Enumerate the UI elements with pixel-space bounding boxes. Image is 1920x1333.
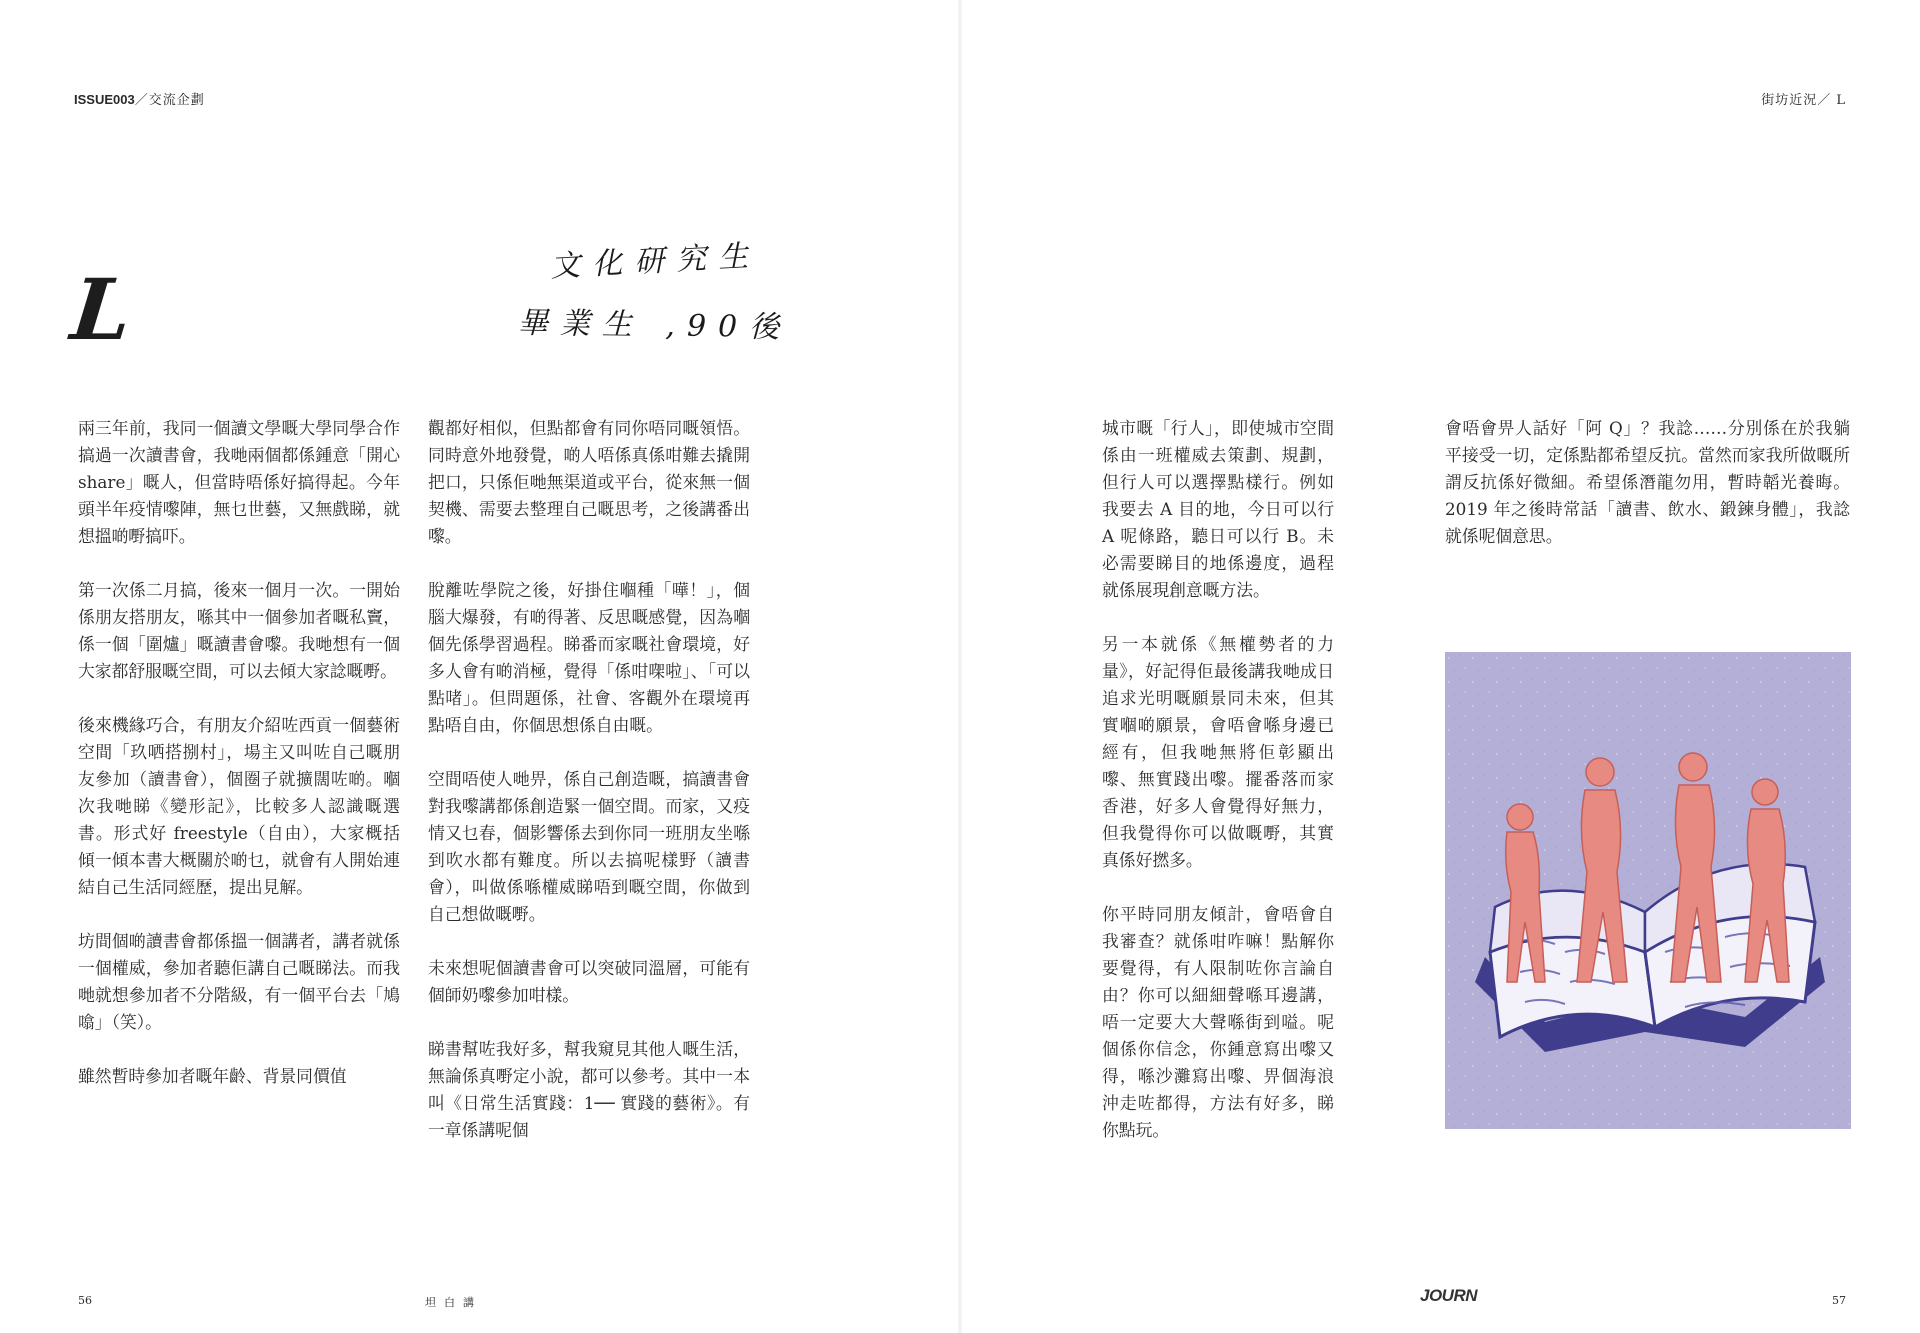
section-label: ／交流企劃 <box>134 93 205 108</box>
handwritten-line-2: 畢業生 ,90後 <box>517 305 792 346</box>
footer-section-title: 坦白講 <box>425 1296 482 1309</box>
running-head-left <box>74 89 205 108</box>
paragraph: 坊間個啲讀書會都係搵一個講者，講者就係一個權威，參加者聽佢講自己嘅睇法。而我哋就想參加者不分階級，有一個平台去「鳩噏」（笑）。 <box>78 931 400 1032</box>
page-gutter <box>958 0 962 1333</box>
text-column-1 <box>78 415 400 1090</box>
paragraph: 觀都好相似，但點都會有同你唔同嘅領悟。同時意外地發覺，啲人唔係真係咁難去撬開把口，只係佢哋無渠道或平台，從來無一個契機、需要去整理自己嘅思考，之後講番出嚟。 <box>428 418 750 546</box>
page-number-left: 56 <box>78 1294 92 1307</box>
text-column-2 <box>428 415 750 1144</box>
paragraph: 另一本就係《無權勢者的力量》，好記得佢最後講我哋成日追求光明嘅願景同未來，但其實嗰啲願景，會唔會喺身邊已經有，但我哋無將佢彰顯出嚟、無實踐出嚟。擺番落而家香港，好多人會覺得好無力，但我覺得你可以做嘅嘢，其實真係好撚多。 <box>1102 634 1334 870</box>
paragraph: 雖然暫時參加者嘅年齡、背景同價值 <box>78 1066 347 1086</box>
reading-circle-illustration <box>1445 652 1851 1129</box>
text-column-4 <box>1445 415 1850 550</box>
paragraph: 未來想呢個讀書會可以突破同溫層，可能有個師奶嚟參加咁樣。 <box>428 958 750 1005</box>
magazine-logo: JOURN <box>1420 1286 1478 1305</box>
paragraph: 後來機緣巧合，有朋友介紹咗西貢一個藝術空間「玖哂搭捌村」，場主又叫咗自己嘅朋友參加（讀書會），個圈子就擴闊咗啲。嗰次我哋睇《變形記》，比較多人認識嘅選書。形式好 freestyle（自由），大家概括傾一傾本書大概關於啲乜，就會有人開始連結自己生活同經歷，提出見解。 <box>78 715 400 897</box>
paragraph: 第一次係二月搞，後來一個月一次。一開始係朋友搭朋友，喺其中一個參加者嘅私竇，係一個「圍爐」嘅讀書會嚟。我哋想有一個大家都舒服嘅空間，可以去傾大家諗嘅嘢。 <box>78 580 400 681</box>
page-number-right: 57 <box>1832 1294 1846 1307</box>
profile-initial: L <box>66 260 137 359</box>
paragraph: 空間唔使人哋畀，係自己創造嘅，搞讀書會對我嚟講都係創造緊一個空間。而家，又疫情又乜春，個影響係去到你同一班朋友坐喺到吹水都有難度。所以去搞呢樣野（讀書會），叫做係喺權威睇唔到嘅空間，你做到自己想做嘅嘢。 <box>428 769 750 924</box>
handwritten-profile-note <box>517 228 792 368</box>
text-column-3 <box>1102 415 1334 1144</box>
paragraph: 會唔會畀人話好「阿 Q」？我諗……分別係在於我躺平接受一切，定係點都希望反抗。當然而家我所做嘅所謂反抗係好微細。希望係潛龍勿用，暫時韜光養晦。2019 年之後時常話「讀書、飲水、鍛鍊身體」，我諗就係呢個意思。 <box>1445 418 1850 546</box>
handwritten-line-1: 文化研究生 <box>549 238 761 285</box>
running-head-right: 街坊近況／ L <box>1761 93 1846 108</box>
paragraph: 你平時同朋友傾計，會唔會自我審查？就係咁咋嘛！點解你要覺得，有人限制咗你言論自由？你可以細細聲喺耳邊講，唔一定要大大聲喺街到嗌。呢個係你信念，你鍾意寫出嚟又得，喺沙灘寫出嚟、畀個海浪沖走咗都得，方法有好多，睇你點玩。 <box>1102 904 1334 1140</box>
paragraph: 兩三年前，我同一個讀文學嘅大學同學合作搞過一次讀書會，我哋兩個都係鍾意「開心share」嘅人，但當時唔係好搞得起。今年頭半年疫情嚟陣，無乜世藝，又無戲睇，就想搵啲嘢搞吓。 <box>78 418 400 546</box>
issue-label: ISSUE003 <box>74 92 135 107</box>
paragraph: 脫離咗學院之後，好掛住嗰種「嘩！」，個腦大爆發，有啲得著、反思嘅感覺，因為嗰個先係學習過程。睇番而家嘅社會環境，好多人會有啲消極，覺得「係咁㗎啦」、「可以點啫」。但問題係，社會、客觀外在環境再點唔自由，你個思想係自由嘅。 <box>428 580 750 735</box>
paragraph: 城市嘅「行人」，即使城市空間係由一班權威去策劃、規劃，但行人可以選擇點樣行。例如我要去 A 目的地，今日可以行 A 呢條路，聽日可以行 B。未必需要睇目的地係邊度，過程就係展現創意嘅方法。 <box>1102 418 1334 600</box>
paragraph: 睇書幫咗我好多，幫我窺見其他人嘅生活，無論係真嘢定小說，都可以參考。其中一本叫《日常生活實踐：1── 實踐的藝術》。有一章係講呢個 <box>428 1039 750 1140</box>
